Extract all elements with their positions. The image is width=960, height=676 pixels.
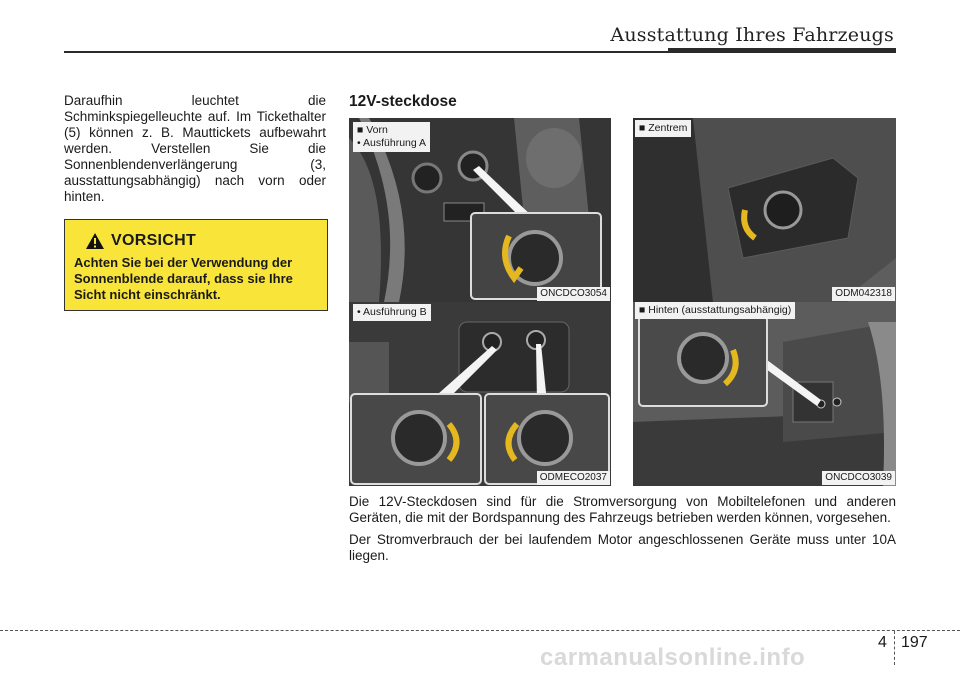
figure-rear-label: ■ Hinten (ausstattungsabhängig) — [635, 302, 795, 319]
caution-header — [85, 232, 196, 250]
variant-b-socket-illustration — [349, 302, 611, 486]
figure-center-label: ■ Zentrem — [635, 120, 691, 137]
figure-center-code: ODM042318 — [832, 287, 895, 301]
figure-rear-code: ONCDCO3039 — [822, 471, 895, 485]
page-number: 197 — [901, 634, 928, 651]
center-socket-illustration — [633, 118, 896, 302]
header-tab-bar — [668, 48, 896, 52]
watermark-text: carmanualsonline.info — [540, 644, 806, 671]
body-paragraph-1: Die 12V-Steckdosen sind für die Stromversorgung von Mobiltelefonen und anderen Geräten, die mit der Bordspannung des Fahrzeugs betrieben werden können, vorgesehen. — [349, 494, 896, 525]
chapter-number: 4 — [878, 634, 887, 651]
figure-variant-b-code: ODMECO2037 — [537, 471, 610, 485]
figure-variant-b-socket — [349, 302, 611, 486]
figure-center-socket — [633, 118, 896, 302]
caution-title: VORSICHT — [111, 232, 197, 249]
intro-paragraph: Daraufhin leuchtet die Schminkspiegelleuchte auf. Im Tickethalter (5) können z. B. Mauttickets aufbewahrt werden. Verstellen Sie die Sonnenblendenverlängerung (3, ausstattungsabhängig) nach vorn oder hinten. — [64, 93, 326, 204]
page-header-title: Ausstattung Ihres Fahrzeugs — [610, 24, 894, 46]
warning-triangle-icon — [85, 232, 105, 250]
figure-variant-b-label: • Ausführung B — [353, 304, 431, 321]
footer-rule — [0, 630, 960, 631]
body-paragraph-2: Der Stromverbrauch der bei laufendem Motor angeschlossenen Geräte muss unter 10A liegen. — [349, 532, 896, 563]
figure-front-label-line1: ■ Vorn — [357, 124, 388, 136]
section-title: 12V-steckdose — [349, 93, 457, 110]
caution-box — [64, 219, 328, 311]
figure-rear-socket — [633, 302, 896, 486]
caution-text: Achten Sie bei der Verwendung der Sonnenblende darauf, dass sie Ihre Sicht nicht einschränkt. — [74, 255, 293, 302]
body-text — [349, 494, 896, 570]
footer-separator — [894, 631, 895, 665]
figure-front-label-line2: • Ausführung A — [357, 137, 427, 149]
rear-socket-illustration — [633, 302, 896, 486]
figure-front-socket — [349, 118, 611, 302]
figure-front-code: ONCDCO3054 — [537, 287, 610, 301]
figure-front-label — [353, 122, 430, 152]
